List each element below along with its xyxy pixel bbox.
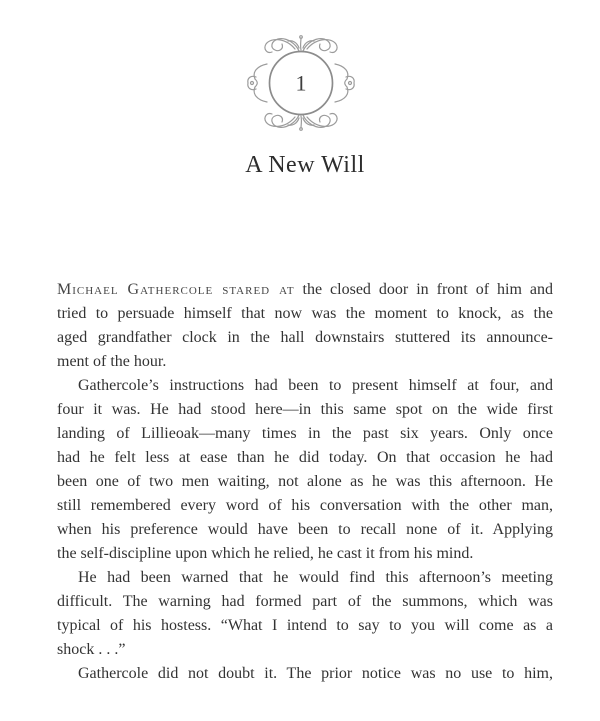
text-line: landing of Lillieoak—many times in the past six years. Only once xyxy=(57,425,553,442)
ornament-top-flourish xyxy=(265,36,337,53)
text-line: when his preference would have been to recall none of it. Applying xyxy=(57,521,553,538)
chapter-ornament xyxy=(243,33,359,133)
text-line: ment of the hour. xyxy=(57,353,167,370)
body-text xyxy=(57,278,553,686)
text-line: difficult. The warning had formed part of the summons, which was xyxy=(57,593,553,610)
ornament-left-flourish xyxy=(248,64,267,102)
text-line: been one of two men waiting, not alone as he was this afternoon. He xyxy=(57,473,553,490)
text-line: the self-discipline upon which he relied, he cast it from his mind. xyxy=(57,545,474,562)
text-line: tried to persuade himself that now was the moment to knock, as the xyxy=(57,305,553,322)
text-line: Michael Gathercole stared at the closed door in front of him and xyxy=(57,281,553,298)
text-line: shock . . .” xyxy=(57,641,126,658)
text-line: four it was. He had stood here—in this same spot on the wide first xyxy=(57,401,553,418)
text-line: typical of his hostess. “What I intend to say to you will come as a xyxy=(57,617,553,634)
chapter-title: A New Will xyxy=(245,152,365,178)
ornament-bottom-flourish xyxy=(265,114,337,131)
text-line: aged grandfather clock in the hall downstairs stuttered its announce- xyxy=(57,329,553,346)
ornament-right-flourish xyxy=(335,64,354,102)
text-line: had he felt less at ease than he did today. On that occasion he had xyxy=(57,449,553,466)
text-line: Gathercole’s instructions had been to present himself at four, and xyxy=(78,377,553,394)
text-line: He had been warned that he would find this afternoon’s meeting xyxy=(78,569,553,586)
text-line: Gathercole did not doubt it. The prior notice was no use to him, xyxy=(78,665,553,682)
small-caps-lead: Michael Gathercole stared at xyxy=(57,281,295,298)
text-line: still remembered every word of his conversation with the other man, xyxy=(57,497,553,514)
chapter-number: 1 xyxy=(295,70,307,96)
